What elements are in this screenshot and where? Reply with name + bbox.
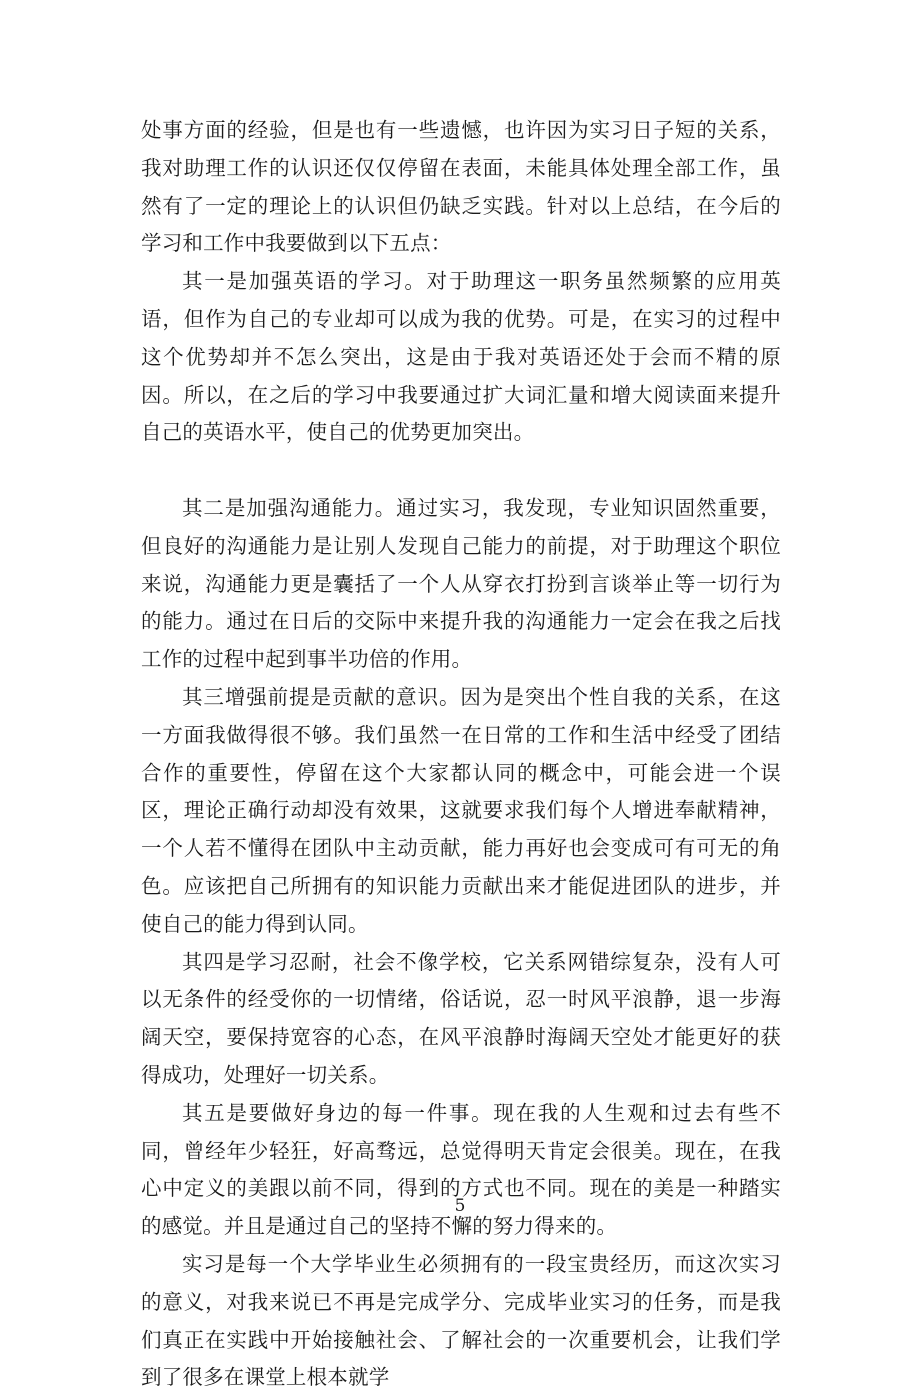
paragraph-english: 其一是加强英语的学习。对于助理这一职务虽然频繁的应用英语，但作为自己的专业却可以成为我的优势。可是，在实习的过程中这个优势却并不怎么突出，这是由于我对英语还处于会而不精的原因。所以，在之后的学习中我要通过扩大词汇量和增大阅读面来提升自己的英语水平，使自己的优势更加突出。 xyxy=(141,269,781,445)
paragraph-patience: 其四是学习忍耐，社会不像学校，它关系网错综复杂，没有人可以无条件的经受你的一切情绪，俗话说，忍一时风平浪静，退一步海阔天空，要保持宽容的心态，在风平浪静时海阔天空处才能更好的获得成功，处理好一切关系。 xyxy=(141,949,781,1087)
paragraph-continuation: 处事方面的经验，但是也有一些遗憾，也许因为实习日子短的关系，我对助理工作的认识还仅仅停留在表面，未能具体处理全部工作，虽然有了一定的理论上的认识但仍缺乏实践。针对以上总结，在今后的学习和工作中我要做到以下五点： xyxy=(141,118,781,256)
paragraph-contribution: 其三增强前提是贡献的意识。因为是突出个性自我的关系，在这一方面我做得很不够。我们虽然一在日常的工作和生活中经受了团结合作的重要性，停留在这个大家都认同的概念中，可能会进一个误区，理论正确行动却没有效果，这就要求我们每个人增进奉献精神，一个人若不懂得在团队中主动贡献，能力再好也会变成可有可无的角色。应该把自己所拥有的知识能力贡献出来才能促进团队的进步，并使自己的能力得到认同。 xyxy=(141,684,781,936)
page-number: 5 xyxy=(454,1196,466,1216)
paragraph-communication: 其二是加强沟通能力。通过实习，我发现，专业知识固然重要，但良好的沟通能力是让别人发现自己能力的前提，对于助理这个职位来说，沟通能力更是囊括了一个人从穿衣打扮到言谈举止等一切行为的能力。通过在日后的交际中来提升我的沟通能力一定会在我之后找工作的过程中起到事半功倍的作用。 xyxy=(141,495,781,672)
paragraph-internship-meaning: 实习是每一个大学毕业生必须拥有的一段宝贵经历，而这次实习的意义，对我来说已不再是完成学分、完成毕业实习的任务，而是我们真正在实践中开始接触社会、了解社会的一次重要机会，让我们学到了很多在课堂上根本就学 xyxy=(141,1251,781,1390)
paragraph-everyday: 其五是要做好身边的每一件事。现在我的人生观和过去有些不同，曾经年少轻狂，好高骛远，总觉得明天肯定会很美。现在，在我心中定义的美跟以前不同，得到的方式也不同。现在的美是一种踏实的感觉。并且是通过自己的坚持不懈的努力得来的。 xyxy=(141,1100,781,1239)
